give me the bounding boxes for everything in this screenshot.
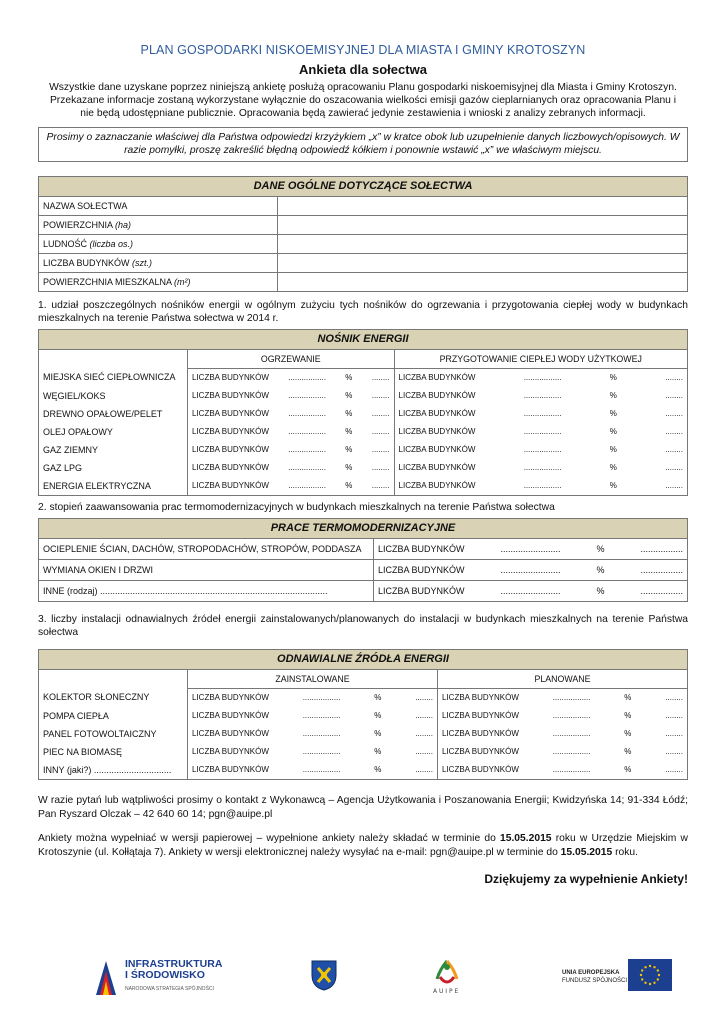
thermo-work-label: OCIEPLENIE ŚCIAN, DACHÓW, STROPODACHÓW, STROPÓW, PODDASZA [39, 538, 374, 559]
building-count-field[interactable]: LICZBA BUDYNKÓW ................. % ........ [192, 391, 390, 401]
thermo-row [39, 538, 688, 559]
energy-row [39, 441, 688, 459]
building-count-field[interactable]: LICZBA BUDYNKÓW ................. % ........ [442, 711, 683, 721]
thermo-work-label: INNE (rodzaj) ........................................................................................... [39, 580, 374, 601]
renewable-source-label: PANEL FOTOWOLTAICZNY [39, 725, 188, 743]
renewable-source-label: KOLEKTOR SŁONECZNY [39, 688, 188, 707]
building-count-field[interactable]: LICZBA BUDYNKÓW ................. % ........ [398, 463, 683, 473]
eu-logo: UNIA EUROPEJSKA FUNDUSZ SPÓJNOŚCI [562, 957, 672, 997]
building-count-field[interactable]: LICZBA BUDYNKÓW ................. % ........ [442, 693, 683, 703]
eu-star [644, 966, 646, 968]
general-input-field[interactable] [278, 253, 688, 272]
general-row [39, 215, 688, 234]
thermo-work-label: WYMIANA OKIEN I DRZWI [39, 559, 374, 580]
section-heading: PRACE TERMOMODERNIZACYJNE [39, 518, 688, 538]
general-row-label: LICZBA BUDYNKÓW (szt.) [39, 253, 278, 272]
energy-carrier-label: WĘGIEL/KOKS [39, 387, 188, 405]
eu-star [641, 969, 643, 971]
infrastruktura-logo: INFRASTRUKTURA I ŚRODOWISKO NARODOWA STRATEGIA SPÓJNOŚCI [92, 955, 232, 999]
instructions-box: Prosimy o zaznaczanie właściwej dla Państwa odpowiedzi krzyżykiem „x” w kratce obok lub uzupełnienie danych liczbowych/opisowych. W razie pomyłki, proszę zakreślić błędną odpowiedź kółkiem i ponownie wstawić „x” we właściwym miejscu. [38, 127, 688, 162]
thermomodernization-table [38, 518, 688, 602]
building-count-field[interactable]: LICZBA BUDYNKÓW ................. % ........ [398, 409, 683, 419]
eu-star [657, 969, 659, 971]
renewable-source-label: PIEC NA BIOMASĘ [39, 743, 188, 761]
building-count-field[interactable]: LICZBA BUDYNKÓW ................. % ........ [398, 391, 683, 401]
building-count-field[interactable]: LICZBA BUDYNKÓW ................. % ........ [192, 729, 433, 739]
energy-carrier-label: DREWNO OPAŁOWE/PELET [39, 405, 188, 423]
section-heading: DANE OGÓLNE DOTYCZĄCE SOŁECTWA [39, 176, 688, 196]
energy-carrier-label: OLEJ OPAŁOWY [39, 423, 188, 441]
building-count-field[interactable]: LICZBA BUDYNKÓW ................. % ........ [442, 747, 683, 757]
general-input-field[interactable] [278, 215, 688, 234]
building-count-field[interactable]: LICZBA BUDYNKÓW ................. % ........ [192, 765, 433, 775]
renewable-source-label: INNY (jaki?) ............................... [39, 761, 188, 780]
building-count-field[interactable]: LICZBA BUDYNKÓW ................. % ........ [192, 693, 433, 703]
general-row [39, 196, 688, 215]
building-count-field[interactable]: LICZBA BUDYNKÓW ................. % ........ [442, 729, 683, 739]
renewable-row [39, 743, 688, 761]
contact-info: W razie pytań lub wątpliwości prosimy o kontakt z Wykonawcą – Agencja Użytkowania i Poszanowania Energii; Kwidzyńska 14; 91-334 Łódź; Pan Ryszard Olczak – 42 640 60 14; pgn@auipe.pl [38, 794, 688, 820]
question-1: 1. udział poszczególnych nośników energii w ogólnym zużyciu tych nośników do ogrzewania i przygotowania ciepłej wody w budynkach mieszkalnych na terenie Państwa sołectwa w 2014 r. [38, 299, 688, 324]
general-data-table [38, 176, 688, 292]
building-count-field[interactable]: LICZBA BUDYNKÓW ................. % ........ [442, 765, 683, 775]
building-count-field[interactable]: LICZBA BUDYNKÓW ................. % ........ [192, 427, 390, 437]
intro-text: Wszystkie dane uzyskane poprzez niniejszą ankietę posłużą opracowaniu Planu gospodarki niskoemisyjnej dla Miasta i Gminy Krotoszyn. Przekazane informacje zostaną wykorzystane wyłącznie do oszacowania wielkości emisji gazów cieplarnianych oraz opracowania Planu i nie będą udostępniane publicznie. Opracowania będą zawierać jedynie zestawienia i wnioski z analizy zebranych informacji. [49, 82, 677, 120]
building-count-field[interactable]: LICZBA BUDYNKÓW ................. % ........ [192, 747, 433, 757]
renewable-source-label: POMPA CIEPŁA [39, 707, 188, 725]
submission-info: Ankiety można wypełniać w wersji papierowej – wypełnione ankiety należy składać w terminie do 15.05.2015 roku w Urzędzie Miejskim w Krotoszynie (ul. Kołłątaja 7). Ankiety w wersji elektronicznej należy wysyłać na e-mail: pgn@auipe.pl w terminie do 15.05.2015 roku. [38, 832, 688, 858]
thanks-text: Dziękujemy za wypełnienie Ankiety! [484, 871, 688, 886]
energy-carrier-label: MIEJSKA SIEĆ CIEPŁOWNICZA [39, 368, 188, 387]
energy-carrier-label: ENERGIA ELEKTRYCZNA [39, 477, 188, 496]
energy-row [39, 477, 688, 496]
question-3: 3. liczby instalacji odnawialnych źródeł energii zainstalowanych/planowanych do instalacji w budynkach mieszkalnych na terenie Państwa sołectwa [38, 613, 688, 638]
energy-row [39, 459, 688, 477]
energy-carrier-label: GAZ ZIEMNY [39, 441, 188, 459]
general-row [39, 234, 688, 253]
general-row [39, 272, 688, 291]
eu-star [653, 982, 655, 984]
section-heading: ODNAWIALNE ŹRÓDŁA ENERGII [39, 649, 688, 669]
renewables-table [38, 649, 688, 780]
eu-star [658, 974, 660, 976]
building-count-field[interactable]: LICZBA BUDYNKÓW ................. % ........ [192, 373, 390, 383]
logos-bar [92, 955, 672, 1000]
planned-column-header: PLANOWANE [438, 669, 688, 688]
question-2: 2. stopień zaawansowania prac termomodernizacyjnych w budynkach mieszkalnych na terenie Państwa sołectwa [38, 501, 555, 513]
energy-row [39, 423, 688, 441]
building-count-field[interactable]: LICZBA BUDYNKÓW ................. % ........ [398, 373, 683, 383]
building-count-field[interactable]: LICZBA BUDYNKÓW ................. % ........ [192, 445, 390, 455]
eu-star [640, 974, 642, 976]
building-count-field[interactable]: LICZBA BUDYNKÓW ........................ % ................. [378, 564, 683, 575]
building-count-field[interactable]: LICZBA BUDYNKÓW ................. % ........ [192, 409, 390, 419]
building-count-field[interactable]: LICZBA BUDYNKÓW ................. % ........ [192, 711, 433, 721]
document-header: PLAN GOSPODARKI NISKOEMISYJNEJ DLA MIASTA I GMINY KROTOSZYN [140, 43, 586, 57]
general-input-field[interactable] [278, 234, 688, 253]
building-count-field[interactable]: LICZBA BUDYNKÓW ................. % ........ [398, 481, 683, 491]
energy-carriers-table [38, 329, 688, 496]
energy-row [39, 368, 688, 387]
eu-star [649, 983, 651, 985]
deadline-date: 15.05.2015 [499, 832, 552, 844]
renewable-row [39, 688, 688, 707]
building-count-field[interactable]: LICZBA BUDYNKÓW ................. % ........ [398, 445, 683, 455]
renewable-row [39, 707, 688, 725]
eu-star [653, 966, 655, 968]
hot-water-column-header: PRZYGOTOWANIE CIEPŁEJ WODY UŻYTKOWEJ [394, 349, 687, 368]
thermo-row [39, 580, 688, 601]
building-count-field[interactable]: LICZBA BUDYNKÓW ........................ % ................. [378, 543, 683, 554]
eu-flag-icon [628, 959, 672, 991]
svg-text:A U I P E: A U I P E [433, 988, 459, 995]
installed-column-header: ZAINSTALOWANE [188, 669, 438, 688]
survey-page [38, 40, 688, 886]
renewable-row [39, 761, 688, 780]
eu-star [644, 982, 646, 984]
eu-star [657, 978, 659, 980]
document-subtitle: Ankieta dla sołectwa [299, 62, 427, 77]
general-row-label: NAZWA SOŁECTWA [39, 196, 278, 215]
general-input-field[interactable] [278, 196, 688, 215]
energy-carrier-label: GAZ LPG [39, 459, 188, 477]
building-count-field[interactable]: LICZBA BUDYNKÓW ................. % ........ [398, 427, 683, 437]
heating-column-header: OGRZEWANIE [188, 349, 395, 368]
thermo-row [39, 559, 688, 580]
renewable-row [39, 725, 688, 743]
general-row [39, 253, 688, 272]
general-row-label: POWIERZCHNIA (ha) [39, 215, 278, 234]
building-count-field[interactable]: LICZBA BUDYNKÓW ........................ % ................. [378, 585, 683, 596]
eu-star [649, 965, 651, 967]
energy-row [39, 405, 688, 423]
is-emblem-icon [92, 957, 120, 997]
energy-row [39, 387, 688, 405]
auipe-logo-icon [430, 957, 464, 1000]
general-row-label: POWIERZCHNIA MIESZKALNA (m²) [39, 272, 278, 291]
section-heading: NOŚNIK ENERGII [39, 329, 688, 349]
deadline-date: 15.05.2015 [560, 846, 613, 858]
eu-star [641, 978, 643, 980]
building-count-field[interactable]: LICZBA BUDYNKÓW ................. % ........ [192, 481, 390, 491]
krotoszyn-coat-of-arms-icon [310, 959, 338, 996]
general-input-field[interactable] [278, 272, 688, 291]
general-row-label: LUDNOŚĆ (liczba os.) [39, 234, 278, 253]
building-count-field[interactable]: LICZBA BUDYNKÓW ................. % ........ [192, 463, 390, 473]
